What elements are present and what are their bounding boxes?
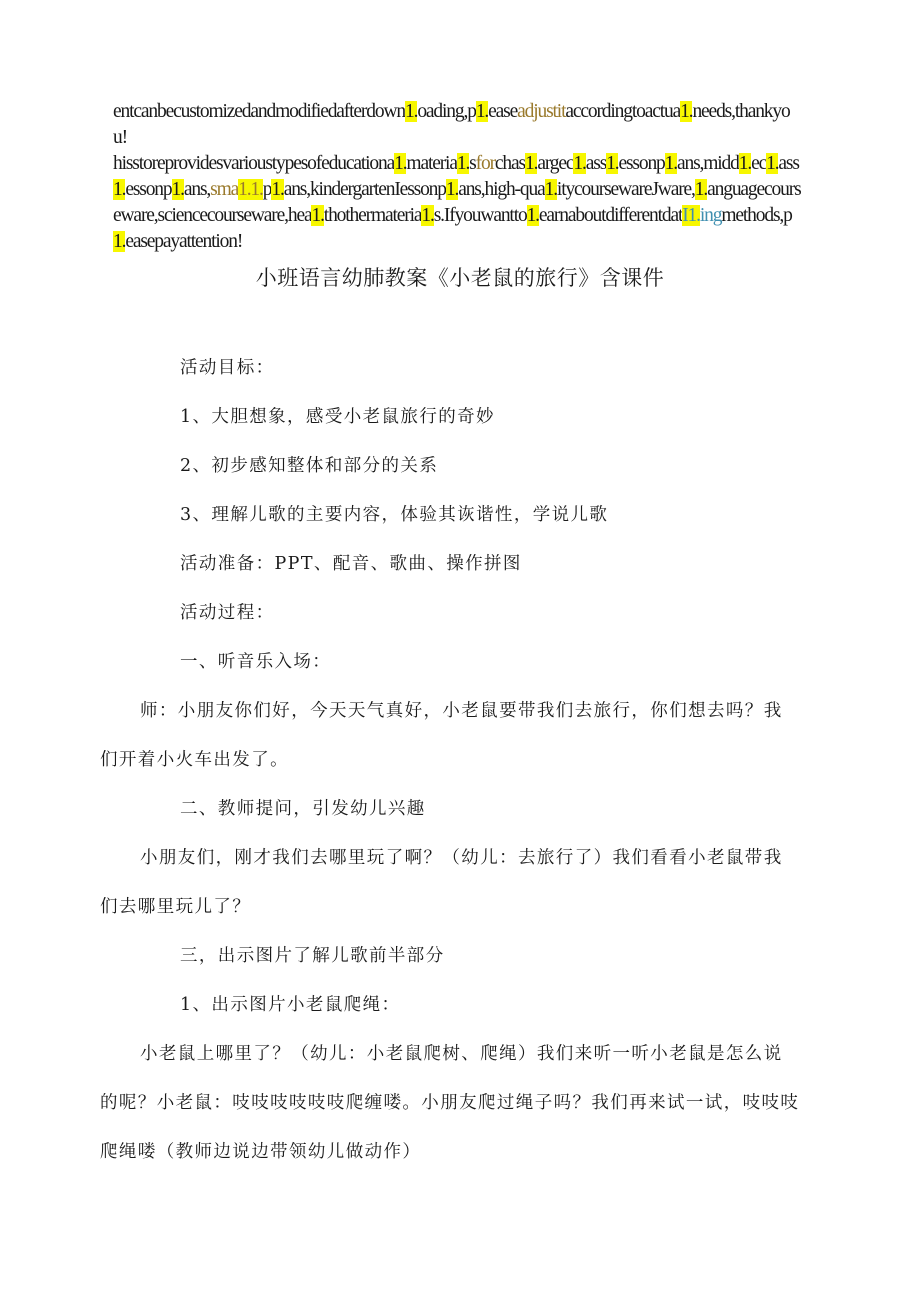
- document-body: [100, 344, 800, 1177]
- body-paragraph: 一、听音乐入场：: [180, 652, 332, 672]
- body-paragraph: 2、初步感知整体和部分的关系: [180, 456, 439, 476]
- notice-run: 1.: [664, 153, 677, 174]
- notice-run: ass: [778, 153, 799, 174]
- notice-run: 1.: [524, 153, 538, 174]
- notice-run: accordingtoactua: [565, 101, 681, 122]
- notice-run: 1.: [113, 231, 126, 252]
- notice-run: 1.: [405, 101, 418, 122]
- notice-run: essonp: [618, 153, 665, 174]
- notice-run: chas: [494, 153, 525, 174]
- notice-line-2: [113, 151, 803, 255]
- notice-run: 1.: [394, 153, 407, 174]
- document-title: 小班语言幼肺教案《小老鼠的旅行》含课件: [255, 266, 665, 290]
- notice-line-1: [113, 99, 803, 151]
- notice-run: 1.: [271, 179, 284, 200]
- notice-run: ing: [699, 205, 722, 226]
- body-paragraph: 活动目标：: [180, 358, 275, 378]
- notice-run: ec: [751, 153, 767, 174]
- notice-run: 1.: [738, 153, 752, 174]
- body-paragraph: 1、出示图片小老鼠爬绳：: [180, 995, 401, 1015]
- notice-run: oading,p: [417, 101, 476, 122]
- notice-run: needs,thankyou!: [113, 101, 790, 148]
- notice-run: 1.: [573, 153, 586, 174]
- body-paragraph: 活动过程：: [180, 603, 275, 623]
- notice-run: p: [262, 179, 272, 200]
- notice-run: easepayattention!: [125, 231, 243, 252]
- body-paragraph: 1、大胆想象，感受小老鼠旅行的奇妙: [180, 407, 495, 427]
- body-paragraph: 活动准备：PPT、配音、歌曲、操作拼图: [180, 554, 522, 574]
- notice-run: 1.: [445, 179, 459, 200]
- notice-run: sma: [210, 179, 239, 200]
- notice-run: adjustit: [517, 101, 566, 122]
- body-paragraph: 3、理解儿歌的主要内容，体验其诙谐性，学说儿歌: [180, 505, 609, 525]
- notice-run: ass: [585, 153, 607, 174]
- notice-run: entcanbecustomizedandmodifiedafterdown: [113, 101, 405, 122]
- notice-run: methods,p: [721, 205, 792, 226]
- notice-run: 1.: [171, 179, 184, 200]
- notice-run: ease: [488, 101, 518, 122]
- notice-run: thothermateria: [323, 205, 422, 226]
- notice-run: ans,kindergartenIessonp: [283, 179, 446, 200]
- notice-run: s.Ifyouwantto: [433, 205, 527, 226]
- notice-run: I1.: [682, 205, 700, 226]
- notice-run: 1.: [680, 101, 693, 122]
- notice-run: hisstoreprovidesvarioustypesofeducationa: [113, 153, 395, 174]
- notice-run: 1.1.: [238, 179, 263, 200]
- body-paragraph: 三，出示图片了解儿歌前半部分: [180, 946, 445, 966]
- notice-run: ans,: [183, 179, 211, 200]
- notice-run: earnaboutdifferentdat: [538, 205, 683, 226]
- body-paragraph: 二、教师提问，引发幼儿兴趣: [180, 799, 426, 819]
- notice-run: itycoursewareJware,: [556, 179, 695, 200]
- notice-run: argec: [537, 153, 574, 174]
- notice-run: 1.: [421, 205, 434, 226]
- notice-run: 1.: [475, 101, 489, 122]
- notice-run: 1.: [113, 179, 126, 200]
- notice-run: anguagecourseware,sciencecourseware,hea: [113, 179, 801, 226]
- body-paragraph: 小老鼠上哪里了？（幼儿：小老鼠爬树、爬绳）我们来听一听小老鼠是怎么说的呢？小老鼠：吱吱吱吱吱吱爬缠喽。小朋友爬过绳子吗？我们再来试一试，吱吱吱爬绳喽（教师边说边带领幼儿做动作）: [100, 1044, 800, 1162]
- notice-run: 1.: [606, 153, 619, 174]
- notice-run: 1.: [456, 153, 470, 174]
- notice-run: 1.: [311, 205, 324, 226]
- notice-run: ans,high-qua: [458, 179, 545, 200]
- notice-run: 1.: [694, 179, 708, 200]
- body-paragraph: 小朋友们，刚才我们去哪里玩了啊？（幼儿：去旅行了）我们看看小老鼠带我们去哪里玩儿了？: [100, 848, 783, 917]
- notice-run: essonp: [125, 179, 172, 200]
- notice-run: 1.: [526, 205, 539, 226]
- notice-run: ans,midd: [676, 153, 739, 174]
- notice-run: 1.: [544, 179, 557, 200]
- notice-run: for: [475, 153, 495, 174]
- notice-run: materia: [406, 153, 457, 174]
- notice-run: 1.: [766, 153, 779, 174]
- body-paragraph: 师：小朋友你们好，今天天气真好，小老鼠要带我们去旅行，你们想去吗？我们开着小火车出发了。: [100, 701, 783, 770]
- notice-run: s: [469, 153, 476, 174]
